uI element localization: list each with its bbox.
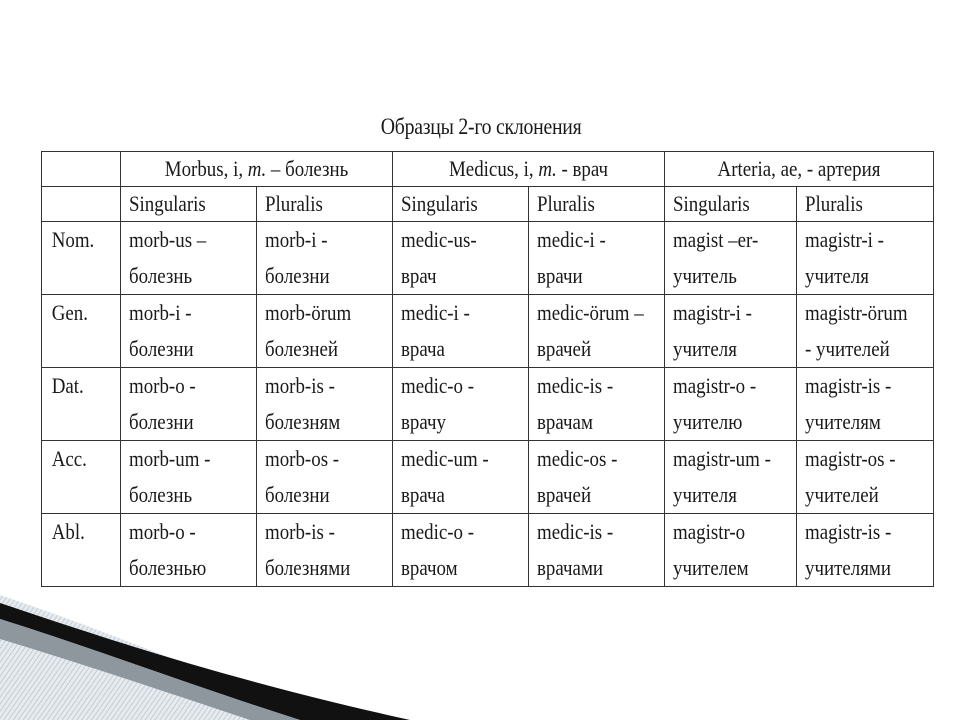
russian-gloss: учителями [805,555,892,580]
latin-form: medic-i - [537,227,606,252]
form-cell [257,222,393,295]
case-label: Nom. [51,227,95,252]
russian-gloss: болезнью [129,555,207,580]
form-cell [393,222,529,295]
russian-gloss: врача [401,482,445,507]
russian-gloss: - учителей [805,336,890,361]
latin-form: medic-os - [537,446,618,471]
form-cell [665,441,797,514]
latin-form: morb-um - [129,446,211,471]
table-row [42,368,934,441]
latin-form: magistr-is - [805,373,892,398]
latin-form: medic-o - [401,373,475,398]
russian-gloss: учителя [805,263,869,288]
case-label: Abl. [51,519,85,544]
latin-form: medic-is - [537,373,614,398]
form-cell [121,222,257,295]
form-cell [257,295,393,368]
form-cell [121,514,257,587]
form-cell [529,514,665,587]
form-cell [257,441,393,514]
case-label-cell [42,441,121,514]
number-header-cell: Pluralis [529,187,665,222]
latin-form: magistr-o - [673,373,757,398]
form-cell [797,222,934,295]
latin-form: magistr-i - [805,227,884,252]
case-label-cell [42,222,121,295]
form-cell [529,441,665,514]
number-header-cell: Singularis [665,187,797,222]
case-label-cell [42,368,121,441]
form-cell [797,441,934,514]
latin-form: morb-us – [129,227,207,252]
case-label: Gen. [51,300,88,325]
russian-gloss: болезням [265,409,341,434]
russian-gloss: болезней [265,336,339,361]
russian-gloss: врачей [537,336,592,361]
form-cell [665,222,797,295]
latin-form: morb-i - [265,227,328,252]
form-cell [665,514,797,587]
russian-gloss: врачам [537,409,593,434]
latin-form: magistr-o [673,519,746,544]
form-cell [393,368,529,441]
latin-form: medic-um - [401,446,489,471]
form-cell [797,368,934,441]
latin-form: medic-is - [537,519,614,544]
latin-form: morb-o - [129,519,196,544]
russian-gloss: врачей [537,482,592,507]
form-cell [257,368,393,441]
latin-form: magist –er- [673,227,759,252]
russian-gloss: врачами [537,555,604,580]
russian-gloss: врачу [401,409,447,434]
form-cell [393,295,529,368]
table-row [42,295,934,368]
form-cell [529,295,665,368]
latin-form: morb-os - [265,446,340,471]
case-label-cell [42,295,121,368]
number-header-cell: Pluralis [257,187,393,222]
russian-gloss: учителям [805,409,881,434]
russian-gloss: врачи [537,263,583,288]
corner-cell [42,187,121,222]
latin-form: magistr-um - [673,446,771,471]
russian-gloss: болезни [129,336,194,361]
number-header-cell: Singularis [393,187,529,222]
number-header-cell: Singularis [121,187,257,222]
decorative-swoosh [0,585,420,720]
russian-gloss: учитель [673,263,737,288]
latin-form: medic-o - [401,519,475,544]
latin-form: morb-i - [129,300,192,325]
form-cell [257,514,393,587]
table-row [42,441,934,514]
russian-gloss: врача [401,336,445,361]
latin-form: magistr-os - [805,446,896,471]
russian-gloss: учителю [673,409,743,434]
russian-gloss: врач [401,263,437,288]
form-cell [529,368,665,441]
form-cell [393,514,529,587]
russian-gloss: болезни [129,409,194,434]
form-cell [121,368,257,441]
table-row [42,222,934,295]
number-header-row [42,187,934,222]
form-cell [121,295,257,368]
latin-form: morb-is - [265,373,335,398]
latin-form: magistr-i - [673,300,752,325]
latin-form: magistr-örum [805,300,908,325]
latin-form: medic-i - [401,300,470,325]
russian-gloss: болезни [265,482,330,507]
russian-gloss: врачом [401,555,458,580]
case-label: Acc. [51,446,87,471]
form-cell [529,222,665,295]
latin-form: medic-örum – [537,300,644,325]
latin-form: magistr-is - [805,519,892,544]
latin-form: morb-o - [129,373,196,398]
latin-form: morb-is - [265,519,335,544]
noun-header-morbus: Morbus, i, m. – болезнь [121,152,393,187]
form-cell [797,514,934,587]
case-label-cell [42,514,121,587]
form-cell [121,441,257,514]
russian-gloss: учителя [673,336,737,361]
russian-gloss: болезнями [265,555,351,580]
table-row [42,514,934,587]
corner-cell [42,152,121,187]
noun-header-arteria: Arteria, ae, - артерия [665,152,934,187]
russian-gloss: болезни [265,263,330,288]
slide-title: Образцы 2-го склонения [380,114,582,139]
noun-header-medicus: Medicus, i, m. - врач [393,152,665,187]
noun-header-row [42,152,934,187]
russian-gloss: болезнь [129,482,193,507]
number-header-cell: Pluralis [797,187,934,222]
form-cell [665,368,797,441]
case-label: Dat. [51,373,84,398]
russian-gloss: учителя [673,482,737,507]
russian-gloss: учителем [673,555,749,580]
form-cell [393,441,529,514]
latin-form: morb-örum [265,300,352,325]
russian-gloss: учителей [805,482,879,507]
form-cell [797,295,934,368]
latin-form: medic-us- [401,227,477,252]
declension-table [41,151,934,587]
form-cell [665,295,797,368]
russian-gloss: болезнь [129,263,193,288]
